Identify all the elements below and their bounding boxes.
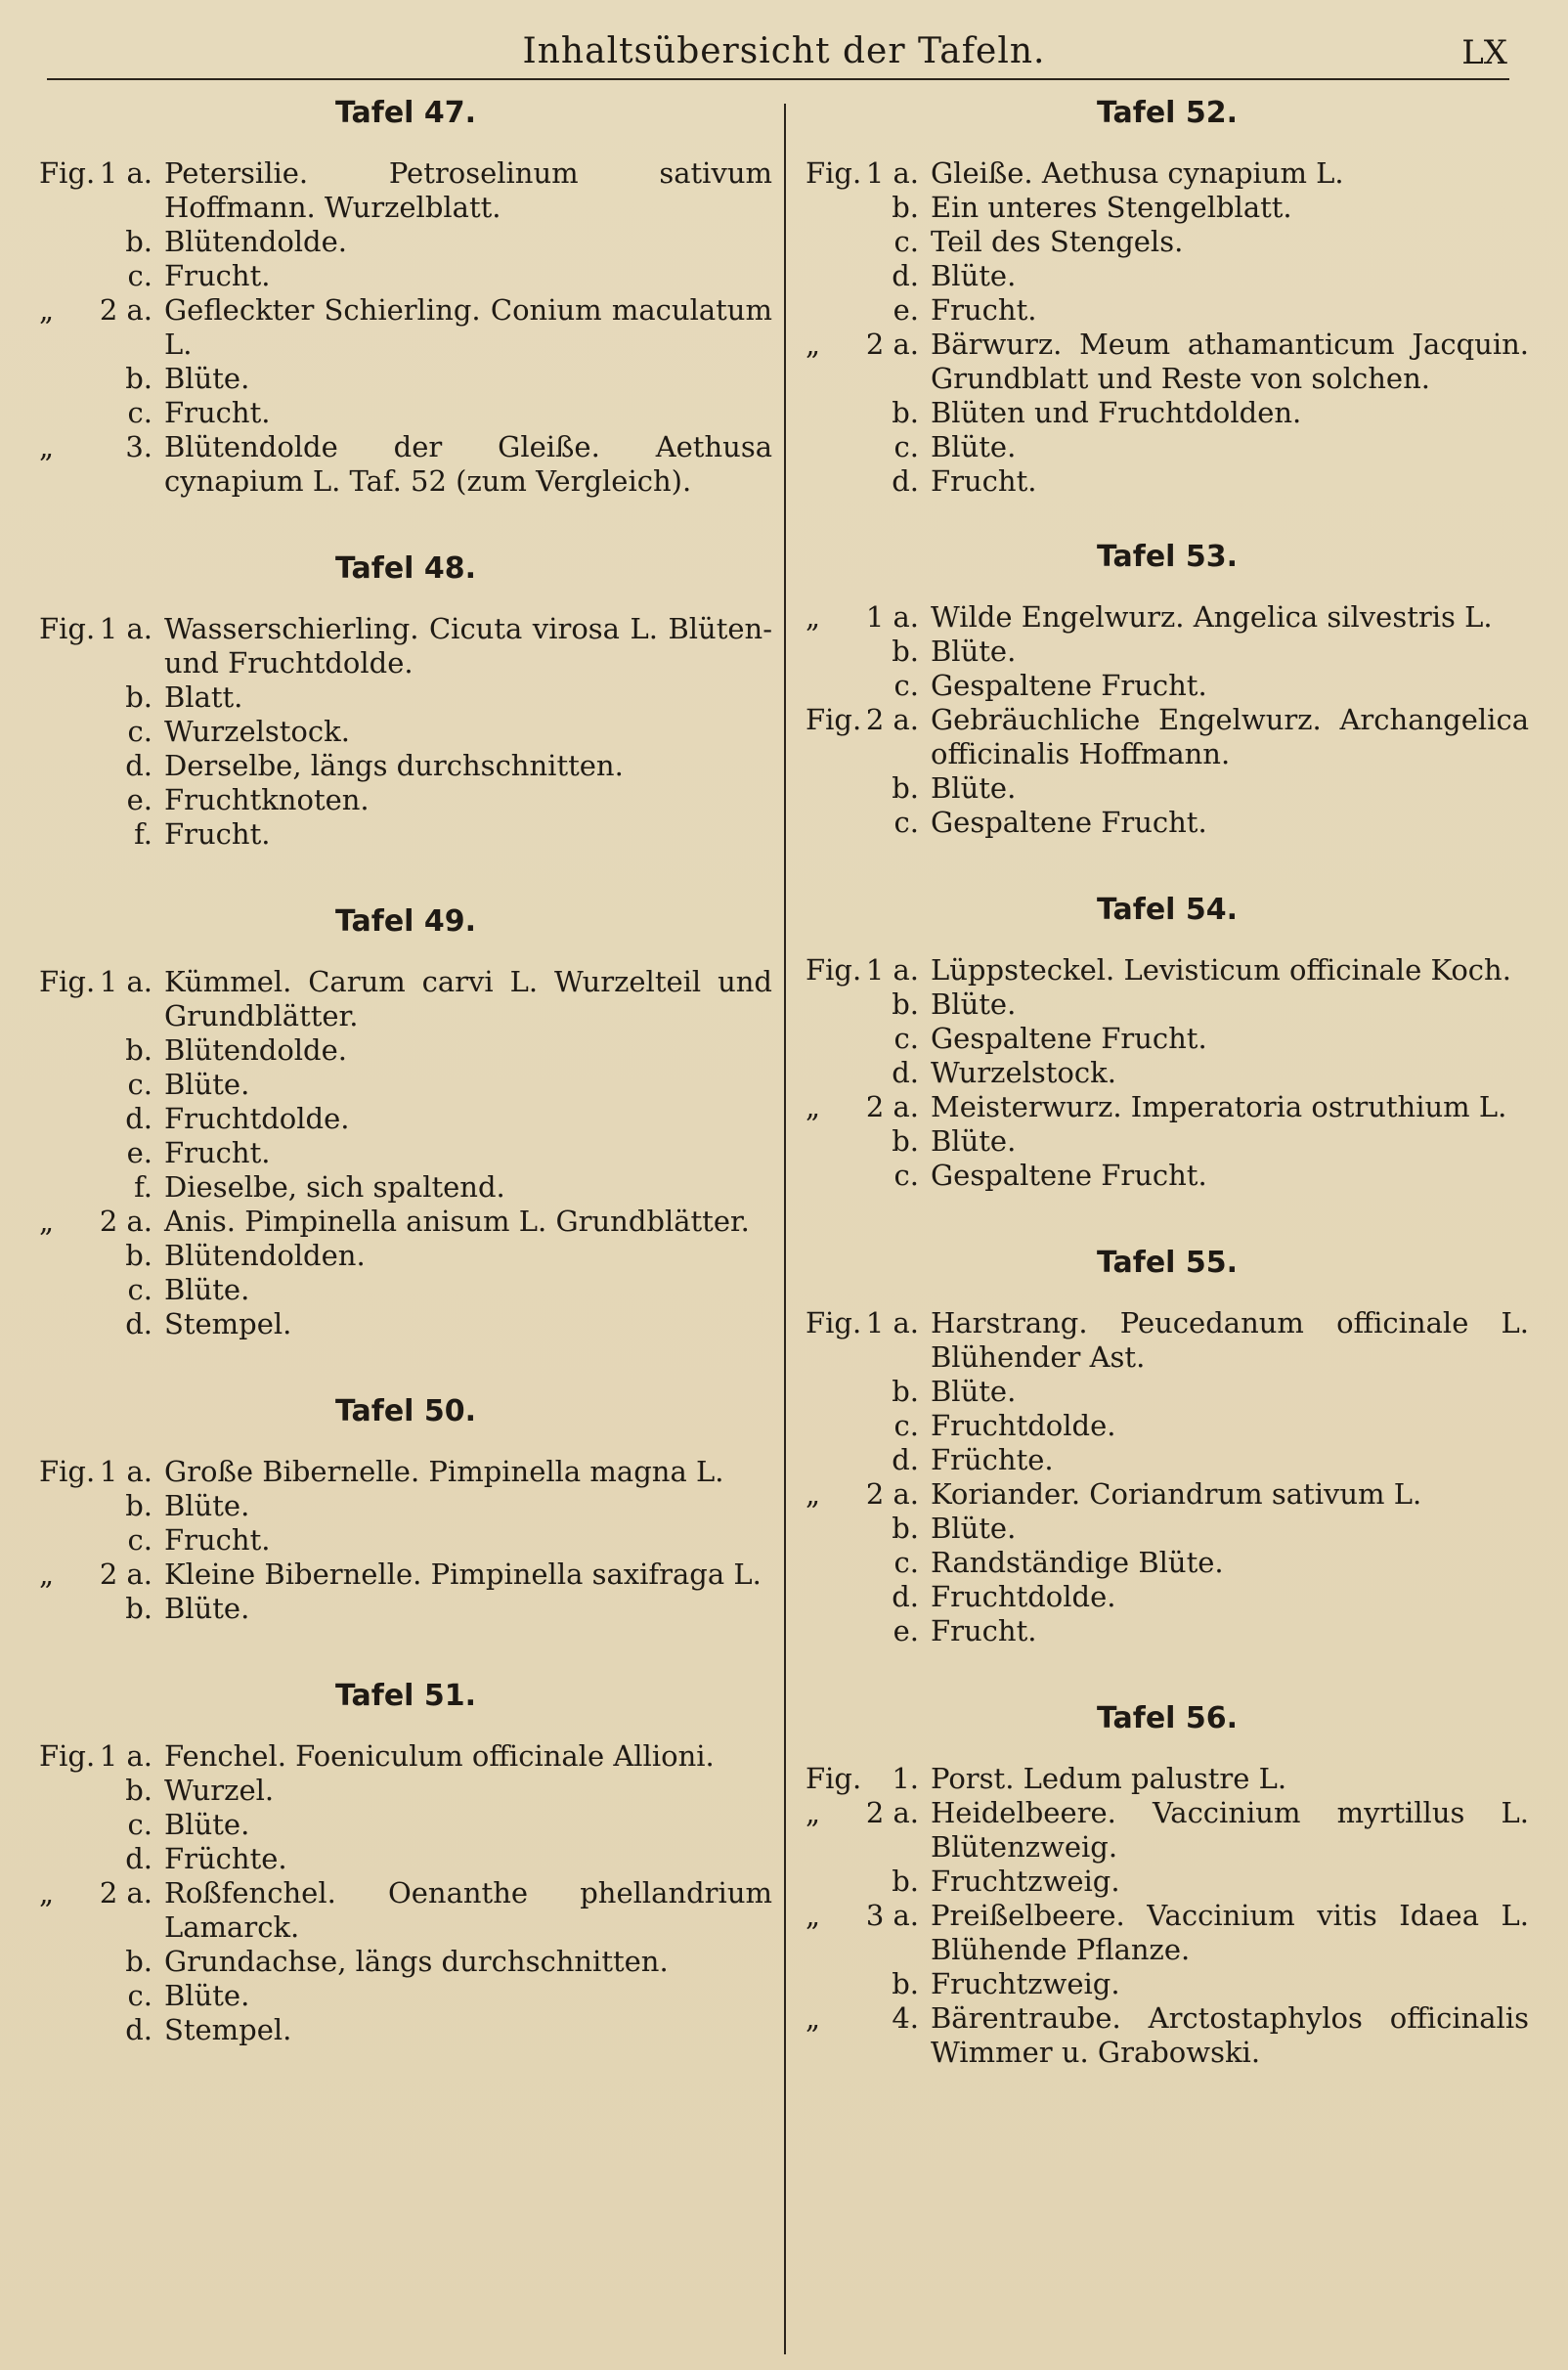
figure-entry xyxy=(39,612,772,680)
figure-entry xyxy=(806,156,1529,191)
figure-label: d. xyxy=(125,1102,152,1135)
figure-entry xyxy=(39,965,772,1033)
header-rule xyxy=(47,78,1509,80)
figure-description: Wasserschierling. Cicuta virosa L. Blüten- und Fruchtdolde. xyxy=(164,612,772,680)
figure-entry xyxy=(806,328,1529,396)
figure-description: Blütendolde. xyxy=(164,225,347,258)
figure-label: b. xyxy=(125,1774,152,1807)
figure-description: Gebräuchliche Engelwurz. Archangelica officinalis Hoffmann. xyxy=(931,703,1529,770)
figure-label: d. xyxy=(892,1443,919,1476)
figure-entry xyxy=(806,1409,1529,1443)
figure-entry xyxy=(806,293,1529,328)
figure-description: Blüte. xyxy=(164,1808,250,1841)
figure-label: b. xyxy=(125,1945,152,1978)
figure-label: b. xyxy=(892,1967,919,2000)
figure-label: 1 a. xyxy=(99,156,152,190)
figure-list xyxy=(806,156,1529,499)
figure-label: 2 a. xyxy=(865,1477,919,1511)
figure-description: Blatt. xyxy=(164,680,243,714)
figure-entry xyxy=(39,1455,772,1489)
figure-label: c. xyxy=(893,1159,919,1192)
figure-description: Frucht. xyxy=(931,293,1037,327)
figure-label: b. xyxy=(125,1239,152,1272)
tafel-heading: Tafel 53. xyxy=(1096,540,1239,574)
figure-entry xyxy=(39,362,772,396)
figure-entry xyxy=(806,396,1529,430)
figure-label: 2 a. xyxy=(865,328,919,361)
figure-description: Fruchtzweig. xyxy=(931,1865,1120,1898)
figure-description: Stempel. xyxy=(164,1307,292,1340)
figure-entry xyxy=(806,635,1529,669)
figure-description: Petersilie. Petroselinum sativum Hoffmann. Wurzelblatt. xyxy=(164,156,772,224)
figure-entry xyxy=(806,2001,1529,2070)
left-column xyxy=(39,94,772,2047)
figure-entry xyxy=(39,259,772,293)
figure-prefix: „ xyxy=(39,1205,55,1238)
figure-description: Gleiße. Aethusa cynapium L. xyxy=(931,156,1344,190)
figure-description: Frucht. xyxy=(164,259,271,292)
figure-entry xyxy=(39,1592,772,1626)
figure-label: 4. xyxy=(892,2001,919,2035)
figure-description: Anis. Pimpinella anisum L. Grundblätter. xyxy=(164,1205,750,1238)
figure-description: Blüte. xyxy=(931,1375,1017,1408)
figure-label: 1 a. xyxy=(865,600,919,634)
figure-prefix: „ xyxy=(39,1558,55,1591)
figure-description: Fruchtdolde. xyxy=(931,1580,1116,1613)
figure-list xyxy=(806,953,1529,1193)
page-number: LX xyxy=(1461,33,1507,72)
figure-description: Blüte. xyxy=(164,1979,250,2012)
figure-label: 2 a. xyxy=(99,1876,152,1909)
figure-entry xyxy=(806,1899,1529,1967)
figure-entry xyxy=(39,749,772,783)
column-divider xyxy=(784,104,786,2354)
figure-description: Bärentraube. Arctostaphylos officinalis Wimmer u. Grabowski. xyxy=(931,2001,1529,2069)
figure-prefix: „ xyxy=(39,430,55,463)
figure-entry xyxy=(806,259,1529,293)
figure-prefix: „ xyxy=(806,328,821,361)
figure-list xyxy=(806,600,1529,840)
figure-label: b. xyxy=(892,1124,919,1158)
figure-prefix: Fig. xyxy=(806,1762,862,1795)
figure-entry xyxy=(806,1306,1529,1375)
figure-entry xyxy=(806,1375,1529,1409)
figure-description: Blüte. xyxy=(931,771,1017,805)
tafel-section xyxy=(806,891,1529,1193)
figure-entry xyxy=(806,1512,1529,1546)
figure-entry xyxy=(39,396,772,430)
figure-description: Frucht. xyxy=(164,1523,271,1557)
figure-prefix: „ xyxy=(806,1796,821,1829)
figure-description: Fruchtknoten. xyxy=(164,783,370,816)
figure-label: 2 a. xyxy=(99,293,152,327)
figure-entry xyxy=(806,1967,1529,2001)
figure-label: 2 a. xyxy=(865,1796,919,1829)
figure-entry xyxy=(806,1022,1529,1056)
figure-description: Gespaltene Frucht. xyxy=(931,669,1207,702)
figure-label: d. xyxy=(892,1056,919,1089)
figure-entry xyxy=(806,1443,1529,1477)
figure-description: Blütendolde der Gleiße. Aethusa cynapium L. Taf. 52 (zum Vergleich). xyxy=(164,430,772,498)
tafel-heading: Tafel 48. xyxy=(334,551,477,586)
figure-prefix: „ xyxy=(806,1899,821,1932)
figure-description: Wurzelstock. xyxy=(164,715,350,748)
figure-entry xyxy=(39,1774,772,1808)
figure-description: Wurzelstock. xyxy=(931,1056,1116,1089)
figure-label: c. xyxy=(127,396,152,429)
figure-list xyxy=(39,965,772,1341)
figure-entry xyxy=(39,1033,772,1068)
figure-prefix: Fig. xyxy=(39,612,96,645)
figure-label: c. xyxy=(127,1523,152,1557)
figure-description: Früchte. xyxy=(931,1443,1054,1476)
figure-entry xyxy=(39,1239,772,1273)
figure-description: Lüppsteckel. Levisticum officinale Koch. xyxy=(931,953,1511,987)
figure-entry xyxy=(39,1102,772,1136)
figure-label: c. xyxy=(893,1546,919,1579)
figure-description: Große Bibernelle. Pimpinella magna L. xyxy=(164,1455,724,1488)
tafel-section xyxy=(39,549,772,852)
figure-label: c. xyxy=(893,669,919,702)
figure-description: Blüte. xyxy=(931,1124,1017,1158)
figure-description: Blüte. xyxy=(164,1592,250,1625)
figure-label: b. xyxy=(125,680,152,714)
tafel-section xyxy=(39,902,772,1341)
figure-label: 2 a. xyxy=(99,1558,152,1591)
running-title: Inhaltsübersicht der Tafeln. xyxy=(522,31,1046,71)
figure-label: e. xyxy=(126,1136,152,1169)
figure-description: Fruchtdolde. xyxy=(931,1409,1116,1442)
figure-label: d. xyxy=(125,2013,152,2046)
tafel-heading: Tafel 47. xyxy=(334,96,477,130)
figure-list xyxy=(806,1306,1529,1648)
figure-description: Frucht. xyxy=(931,1614,1037,1647)
figure-description: Frucht. xyxy=(164,396,271,429)
figure-description: Roßfenchel. Oenanthe phellandrium Lamarck. xyxy=(164,1876,772,1944)
figure-label: c. xyxy=(127,1273,152,1306)
figure-prefix: Fig. xyxy=(806,953,862,987)
figure-entry xyxy=(39,715,772,749)
figure-label: 1 a. xyxy=(99,1739,152,1773)
figure-label: c. xyxy=(127,1068,152,1101)
figure-description: Meisterwurz. Imperatoria ostruthium L. xyxy=(931,1090,1507,1123)
figure-description: Fruchtdolde. xyxy=(164,1102,350,1135)
figure-entry xyxy=(39,1558,772,1592)
figure-description: Blütendolde. xyxy=(164,1033,347,1067)
tafel-heading: Tafel 56. xyxy=(1096,1701,1239,1735)
figure-label: 1 a. xyxy=(99,612,152,645)
figure-description: Fenchel. Foeniculum officinale Allioni. xyxy=(164,1739,715,1773)
figure-prefix: Fig. xyxy=(806,1306,862,1339)
figure-description: Kümmel. Carum carvi L. Wurzelteil und Grundblätter. xyxy=(164,965,772,1032)
figure-entry xyxy=(806,600,1529,635)
figure-prefix: „ xyxy=(806,600,821,634)
figure-description: Randständige Blüte. xyxy=(931,1546,1224,1579)
tafel-section xyxy=(39,1392,772,1626)
figure-label: 2 a. xyxy=(99,1205,152,1238)
figure-description: Gespaltene Frucht. xyxy=(931,1022,1207,1055)
figure-entry xyxy=(806,771,1529,806)
figure-entry xyxy=(39,1205,772,1239)
figure-description: Frucht. xyxy=(931,464,1037,498)
figure-label: b. xyxy=(892,1865,919,1898)
figure-prefix: „ xyxy=(806,1477,821,1511)
figure-entry xyxy=(39,293,772,362)
figure-label: c. xyxy=(127,1808,152,1841)
figure-description: Porst. Ledum palustre L. xyxy=(931,1762,1287,1795)
figure-entry xyxy=(806,988,1529,1022)
figure-description: Wurzel. xyxy=(164,1774,275,1807)
figure-list xyxy=(39,1455,772,1626)
figure-entry xyxy=(806,1614,1529,1648)
figure-label: c. xyxy=(127,259,152,292)
figure-description: Blüten und Fruchtdolden. xyxy=(931,396,1302,429)
figure-label: d. xyxy=(125,1842,152,1875)
figure-label: 3. xyxy=(125,430,152,463)
figure-label: 1 a. xyxy=(865,156,919,190)
figure-prefix: „ xyxy=(39,1876,55,1909)
figure-description: Ein unteres Stengelblatt. xyxy=(931,191,1292,224)
figure-label: b. xyxy=(892,191,919,224)
figure-entry xyxy=(806,1865,1529,1899)
figure-description: Blüte. xyxy=(931,988,1017,1021)
tafel-heading: Tafel 51. xyxy=(334,1679,477,1713)
running-head xyxy=(0,27,1568,70)
figure-description: Preißelbeere. Vaccinium vitis Idaea L. Blühende Pflanze. xyxy=(931,1899,1529,1966)
figure-label: e. xyxy=(893,1614,919,1647)
figure-entry xyxy=(39,1273,772,1307)
figure-description: Gespaltene Frucht. xyxy=(931,806,1207,839)
figure-description: Blüte. xyxy=(164,1068,250,1101)
figure-entry xyxy=(39,225,772,259)
tafel-heading: Tafel 52. xyxy=(1096,96,1239,130)
figure-prefix: Fig. xyxy=(39,156,96,190)
tafel-section xyxy=(39,1677,772,2047)
figure-list xyxy=(39,1739,772,2047)
figure-entry xyxy=(806,1056,1529,1090)
figure-entry xyxy=(806,1580,1529,1614)
figure-description: Heidelbeere. Vaccinium myrtillus L. Blütenzweig. xyxy=(931,1796,1529,1864)
figure-label: b. xyxy=(892,988,919,1021)
figure-label: b. xyxy=(892,771,919,805)
tafel-section xyxy=(39,94,772,499)
figure-prefix: Fig. xyxy=(39,1739,96,1773)
figure-description: Kleine Bibernelle. Pimpinella saxifraga L. xyxy=(164,1558,762,1591)
figure-entry xyxy=(39,783,772,817)
figure-entry xyxy=(806,430,1529,464)
figure-prefix: Fig. xyxy=(806,703,862,736)
figure-description: Dieselbe, sich spaltend. xyxy=(164,1170,505,1204)
figure-label: 1 a. xyxy=(865,953,919,987)
tafel-section xyxy=(806,94,1529,499)
figure-description: Gefleckter Schierling. Conium maculatum L. xyxy=(164,293,772,361)
figure-label: 3 a. xyxy=(865,1899,919,1932)
figure-label: b. xyxy=(892,1375,919,1408)
figure-label: 1 a. xyxy=(865,1306,919,1339)
figure-description: Teil des Stengels. xyxy=(931,225,1184,258)
tafel-section xyxy=(806,538,1529,840)
figure-entry xyxy=(39,1307,772,1341)
figure-label: b. xyxy=(892,396,919,429)
figure-description: Koriander. Coriandrum sativum L. xyxy=(931,1477,1422,1511)
figure-label: d. xyxy=(892,464,919,498)
figure-entry xyxy=(806,1090,1529,1124)
figure-entry xyxy=(806,1762,1529,1796)
figure-entry xyxy=(806,464,1529,499)
figure-entry xyxy=(39,1068,772,1102)
figure-entry xyxy=(806,953,1529,988)
figure-entry xyxy=(806,703,1529,771)
figure-description: Blüte. xyxy=(164,1489,250,1522)
tafel-heading: Tafel 54. xyxy=(1096,893,1239,927)
figure-entry xyxy=(806,225,1529,259)
figure-label: d. xyxy=(125,1307,152,1340)
figure-label: e. xyxy=(893,293,919,327)
figure-label: 2 a. xyxy=(865,703,919,736)
figure-label: b. xyxy=(125,1489,152,1522)
figure-label: b. xyxy=(125,1033,152,1067)
figure-label: f. xyxy=(134,1170,152,1204)
figure-label: c. xyxy=(893,1022,919,1055)
figure-description: Blüte. xyxy=(164,1273,250,1306)
figure-entry xyxy=(39,1739,772,1774)
tafel-heading: Tafel 49. xyxy=(334,904,477,939)
figure-entry xyxy=(39,1842,772,1876)
figure-prefix: Fig. xyxy=(39,965,96,998)
figure-label: b. xyxy=(892,1512,919,1545)
figure-description: Grundachse, längs durchschnitten. xyxy=(164,1945,669,1978)
figure-label: c. xyxy=(893,1409,919,1442)
figure-label: d. xyxy=(892,259,919,292)
figure-entry xyxy=(39,1945,772,1979)
figure-entry xyxy=(39,1979,772,2013)
figure-prefix: „ xyxy=(806,2001,821,2035)
figure-description: Blütendolden. xyxy=(164,1239,366,1272)
figure-entry xyxy=(39,1876,772,1945)
figure-entry xyxy=(39,1808,772,1842)
figure-description: Blüte. xyxy=(931,259,1017,292)
tafel-heading: Tafel 50. xyxy=(334,1394,477,1428)
figure-description: Blüte. xyxy=(164,362,250,395)
figure-description: Frucht. xyxy=(164,1136,271,1169)
figure-description: Derselbe, längs durchschnitten. xyxy=(164,749,624,782)
figure-description: Bärwurz. Meum athamanticum Jacquin. Grundblatt und Reste von solchen. xyxy=(931,328,1529,395)
figure-label: c. xyxy=(893,225,919,258)
figure-label: b. xyxy=(125,1592,152,1625)
figure-entry xyxy=(39,817,772,852)
figure-entry xyxy=(39,430,772,499)
tafel-heading: Tafel 55. xyxy=(1096,1246,1239,1280)
figure-entry xyxy=(806,806,1529,840)
figure-label: c. xyxy=(127,1979,152,2012)
figure-label: 1. xyxy=(892,1762,919,1795)
figure-entry xyxy=(806,1159,1529,1193)
figure-prefix: „ xyxy=(39,293,55,327)
figure-entry xyxy=(806,669,1529,703)
figure-label: f. xyxy=(134,817,152,851)
figure-label: 2 a. xyxy=(865,1090,919,1123)
figure-entry xyxy=(39,680,772,715)
figure-description: Stempel. xyxy=(164,2013,292,2046)
figure-list xyxy=(39,156,772,499)
figure-prefix: „ xyxy=(806,1090,821,1123)
figure-label: d. xyxy=(125,749,152,782)
tafel-section xyxy=(806,1699,1529,2070)
figure-entry xyxy=(806,191,1529,225)
figure-label: 1 a. xyxy=(99,1455,152,1488)
tafel-section xyxy=(806,1244,1529,1648)
figure-entry xyxy=(39,1523,772,1558)
figure-entry xyxy=(39,156,772,225)
figure-label: 1 a. xyxy=(99,965,152,998)
figure-description: Fruchtzweig. xyxy=(931,1967,1120,2000)
figure-entry xyxy=(39,1170,772,1205)
right-column xyxy=(806,94,1529,2070)
figure-label: b. xyxy=(125,362,152,395)
figure-entry xyxy=(39,1136,772,1170)
figure-label: b. xyxy=(892,635,919,668)
figure-description: Früchte. xyxy=(164,1842,287,1875)
figure-description: Blüte. xyxy=(931,430,1017,463)
figure-description: Blüte. xyxy=(931,635,1017,668)
figure-description: Frucht. xyxy=(164,817,271,851)
figure-entry xyxy=(806,1796,1529,1865)
figure-entry xyxy=(806,1546,1529,1580)
figure-prefix: Fig. xyxy=(806,156,862,190)
figure-description: Gespaltene Frucht. xyxy=(931,1159,1207,1192)
figure-list xyxy=(39,612,772,852)
figure-label: c. xyxy=(127,715,152,748)
figure-label: e. xyxy=(126,783,152,816)
figure-label: c. xyxy=(893,430,919,463)
figure-description: Harstrang. Peucedanum officinale L. Blühender Ast. xyxy=(931,1306,1529,1374)
figure-prefix: Fig. xyxy=(39,1455,96,1488)
figure-label: d. xyxy=(892,1580,919,1613)
figure-entry xyxy=(39,2013,772,2047)
figure-description: Blüte. xyxy=(931,1512,1017,1545)
figure-entry xyxy=(806,1124,1529,1159)
figure-entry xyxy=(806,1477,1529,1512)
figure-label: c. xyxy=(893,806,919,839)
figure-label: b. xyxy=(125,225,152,258)
figure-entry xyxy=(39,1489,772,1523)
figure-description: Wilde Engelwurz. Angelica silvestris L. xyxy=(931,600,1493,634)
figure-list xyxy=(806,1762,1529,2070)
